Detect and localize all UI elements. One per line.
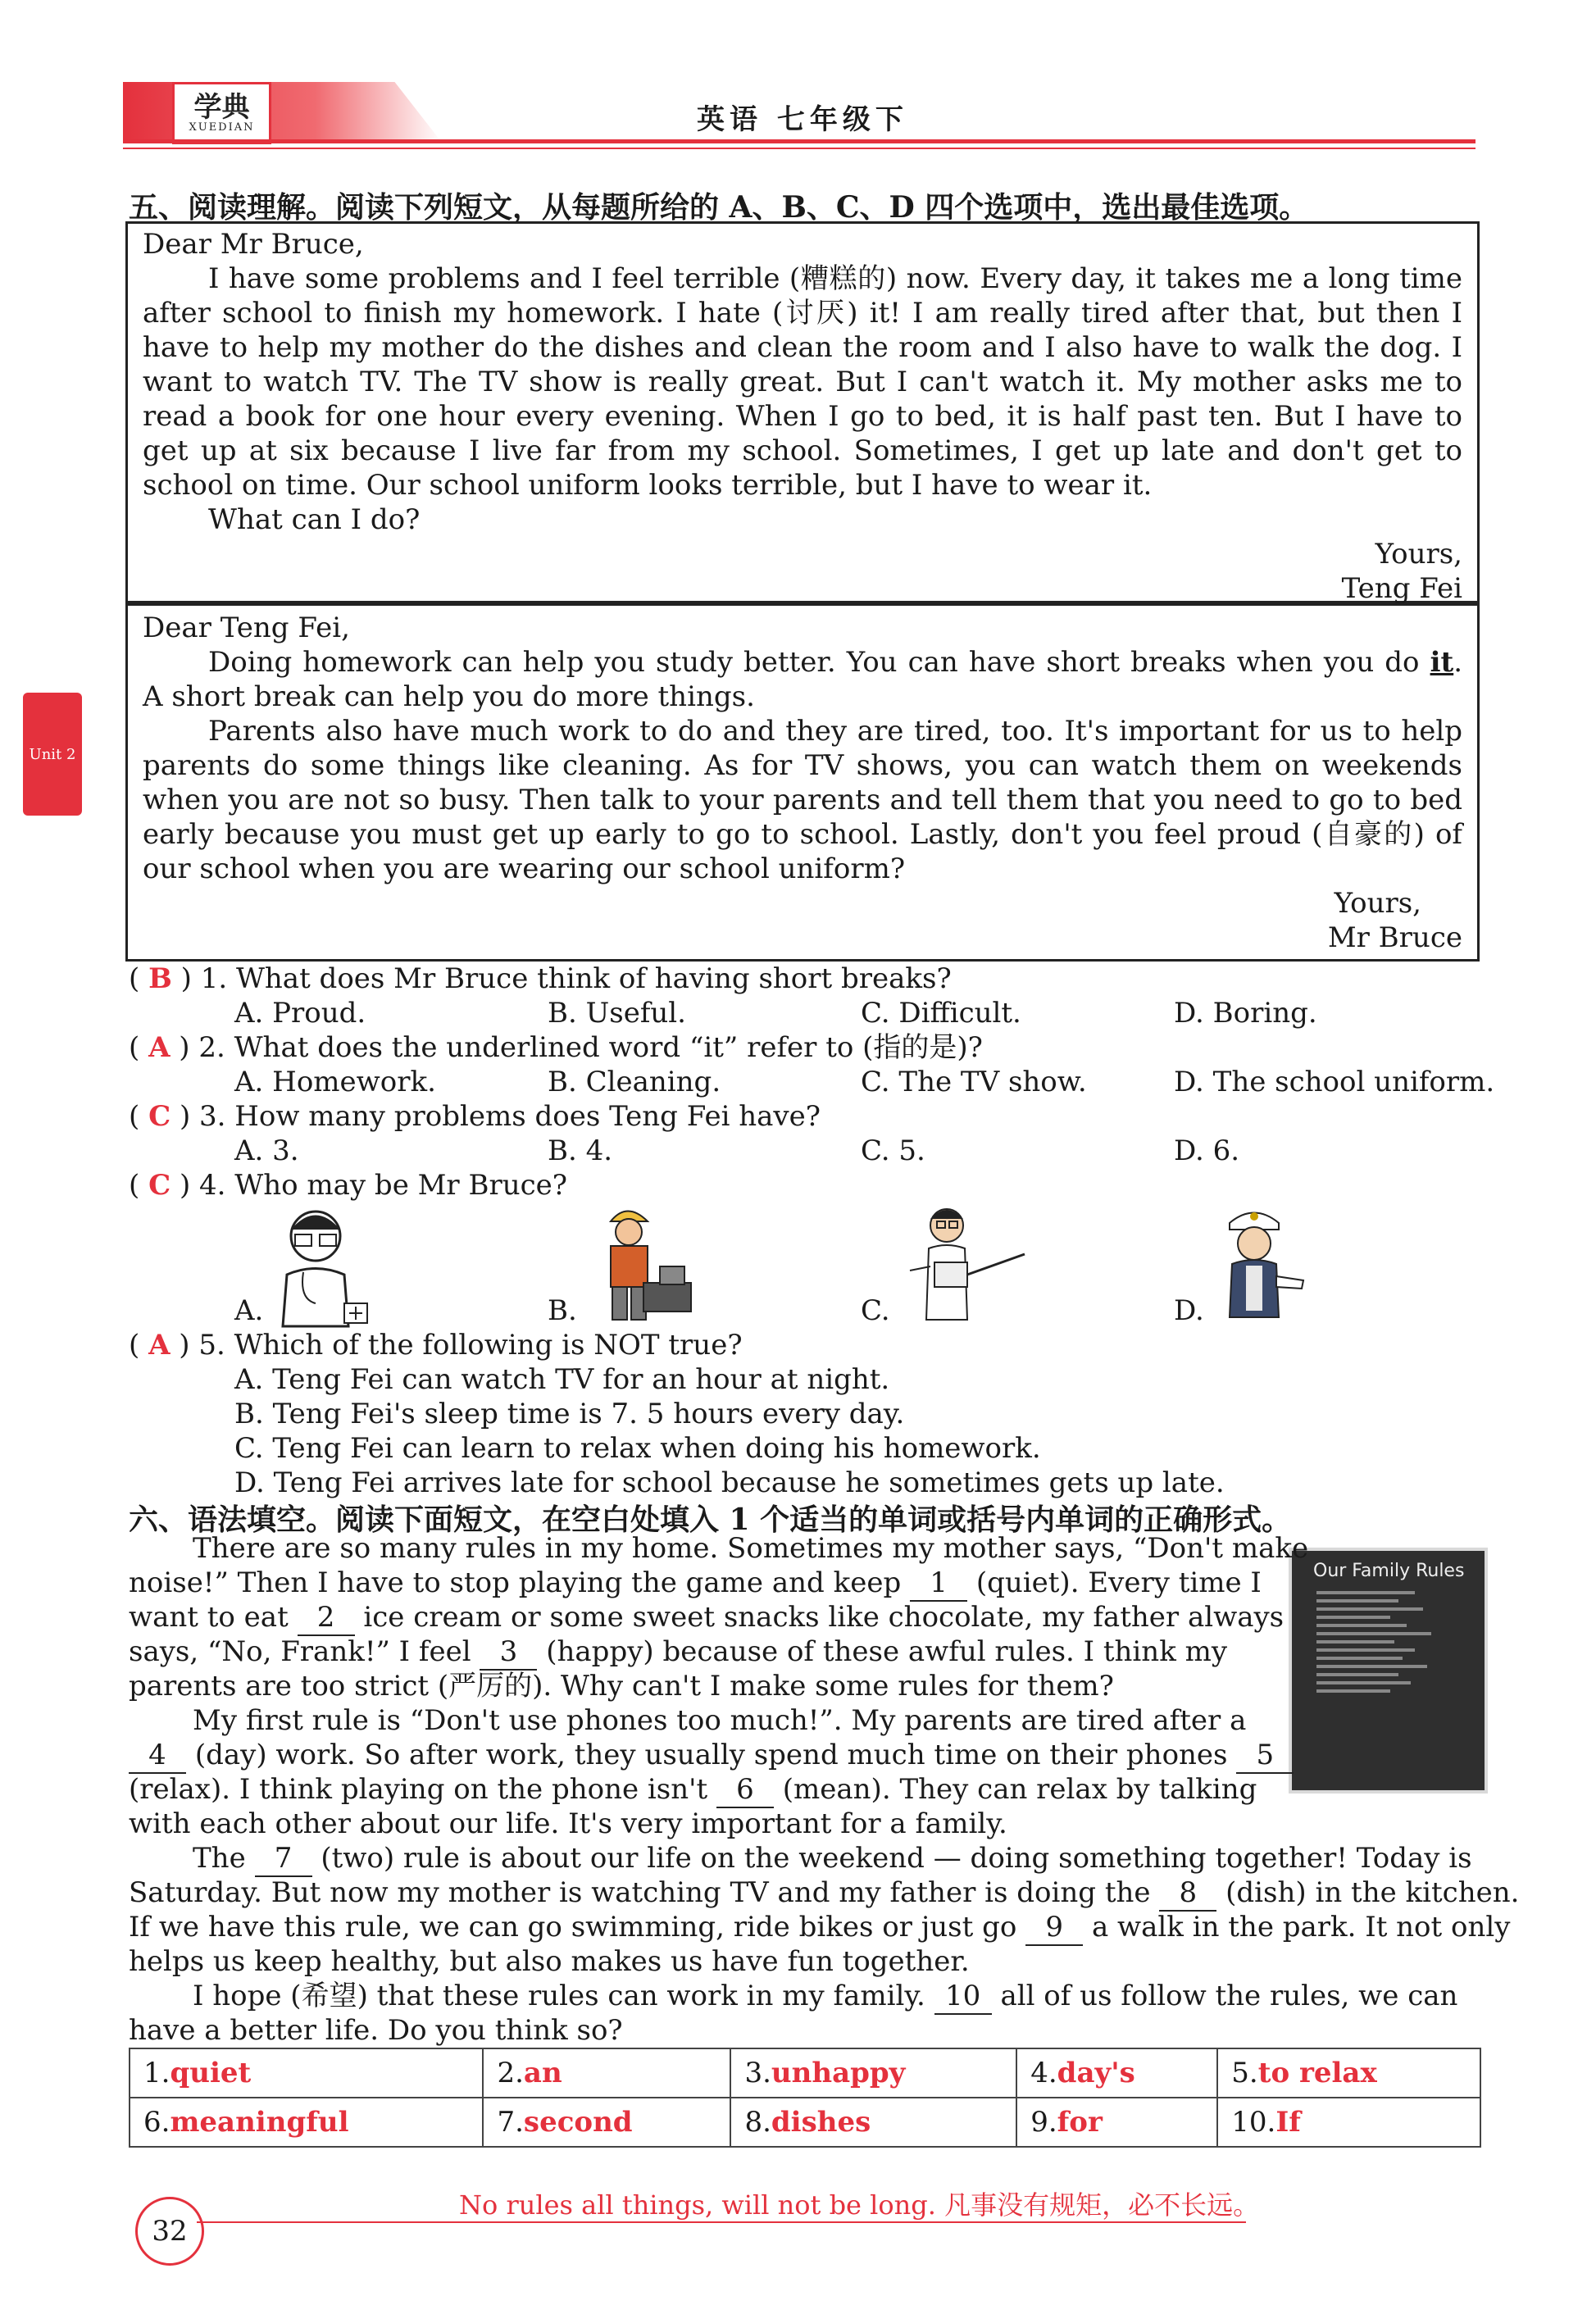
blank-5[interactable]: 5	[1236, 1738, 1294, 1774]
worker-picture	[586, 1201, 693, 1324]
q3-option-c: C. 5.	[861, 1134, 925, 1167]
cloze-line-5: parents are too strict (严厉的). Why can't I make some rules for them?	[129, 1670, 1114, 1703]
q1-option-d: D. Boring.	[1174, 997, 1317, 1030]
answer-word: dishes	[771, 2106, 871, 2139]
rules-line	[1316, 1673, 1398, 1676]
answer-cell	[483, 2048, 730, 2098]
cloze-text: The	[193, 1842, 246, 1875]
rules-line	[1316, 1657, 1403, 1660]
question-3: ( C ) 3. How many problems does Teng Fei have?	[129, 1100, 821, 1133]
answer-num: 5.	[1231, 2057, 1258, 2089]
cloze-text: (quiet). Every time I	[975, 1566, 1262, 1599]
letter2-p2: Parents also have much work to do and they are tired, too. It's important for us to help parents do some things like cleaning. As for TV shows, you can watch them on weekends when you are not so busy. Then talk to your parents and tell them that you need to go to bed early because you must get up early to go to school. Lastly, don't you feel proud (自豪的) of our school when you are wearing our school uniform?	[143, 715, 1462, 885]
question-4: ( C ) 4. Who may be Mr Bruce?	[129, 1169, 568, 1202]
answer-cell	[130, 2098, 483, 2147]
question-2-text: 2. What does the underlined word “it” refer to (指的是)?	[198, 1031, 983, 1064]
q2-option-b: B. Cleaning.	[548, 1066, 721, 1098]
answer-word: If	[1275, 2106, 1301, 2139]
rules-line	[1316, 1632, 1431, 1635]
cloze-line-9: with each other about our life. It's very important for a family.	[129, 1807, 1007, 1840]
cloze-text: ice cream or some sweet snacks like chocolate, my father always	[363, 1601, 1285, 1634]
question-3-text: 3. How many problems does Teng Fei have?	[199, 1100, 821, 1133]
answer-word: an	[523, 2057, 562, 2089]
rules-picture-title: Our Family Rules	[1313, 1561, 1465, 1581]
rules-line	[1316, 1616, 1390, 1619]
q5-option-c: C. Teng Fei can learn to relax when doing his homework.	[234, 1432, 1041, 1465]
answer-word: for	[1057, 2106, 1103, 2139]
blank-9[interactable]: 9	[1025, 1910, 1083, 1946]
cloze-text: want to eat	[129, 1601, 289, 1634]
answer-num: 8.	[744, 2106, 771, 2139]
answer-num: 9.	[1030, 2106, 1057, 2139]
header-banner	[123, 82, 443, 143]
answer-cell	[1016, 2048, 1217, 2098]
blank-7[interactable]: 7	[255, 1841, 312, 1877]
answer-num: 2.	[497, 2057, 524, 2089]
answer-num: 10.	[1231, 2106, 1276, 2139]
rules-line	[1316, 1591, 1415, 1594]
q5-option-b: B. Teng Fei's sleep time is 7. 5 hours every day.	[234, 1398, 905, 1430]
rules-line	[1316, 1599, 1398, 1603]
cloze-line-13: helps us keep healthy, but also makes us have fun together.	[129, 1945, 970, 1978]
cloze-line-2	[129, 1566, 1262, 1602]
blank-10[interactable]: 10	[934, 1979, 992, 2015]
brand-logo	[172, 82, 271, 144]
q2-option-d: D. The school uniform.	[1174, 1066, 1495, 1098]
family-rules-picture	[1289, 1548, 1488, 1794]
rules-line	[1316, 1681, 1411, 1684]
cloze-text: (mean). They can relax by talking	[782, 1773, 1257, 1806]
q4-option-c: C.	[861, 1294, 890, 1327]
cloze-line-3	[129, 1600, 1284, 1636]
answer-word: second	[523, 2106, 633, 2139]
blank-1[interactable]: 1	[910, 1566, 967, 1602]
rules-line	[1316, 1665, 1427, 1668]
letter2-greeting: Dear Teng Fei,	[143, 611, 350, 644]
letter1-closing: Yours,	[1375, 538, 1462, 571]
teacher-picture	[898, 1201, 1029, 1324]
cloze-text: If we have this rule, we can go swimming, ride bikes or just go	[129, 1911, 1017, 1944]
cloze-line-7	[129, 1738, 1294, 1774]
rules-line	[1316, 1607, 1423, 1611]
answer-3: C	[148, 1100, 171, 1133]
cloze-line-12	[129, 1910, 1510, 1946]
section6-title: 六、语法填空。阅读下面短文，在空白处填入 1 个适当的单词或括号内单词的正确形式。	[129, 1503, 1292, 1537]
question-5-text: 5. Which of the following is NOT true?	[198, 1329, 743, 1362]
letter-1	[125, 221, 1480, 603]
answer-num: 4.	[1030, 2057, 1057, 2089]
q1-option-a: A. Proud.	[234, 997, 366, 1030]
question-2: ( A ) 2. What does the underlined word “it” refer to (指的是)?	[129, 1031, 983, 1064]
answer-cell	[730, 2098, 1016, 2147]
cloze-text: says, “No, Frank!” I feel	[129, 1635, 471, 1668]
q3-option-b: B. 4.	[548, 1134, 613, 1167]
answer-word: day's	[1057, 2057, 1135, 2089]
table-row	[130, 2098, 1480, 2147]
unit-tab	[23, 693, 82, 816]
letter2-closing: Yours,	[1334, 887, 1421, 920]
cloze-text: (dish) in the kitchen.	[1225, 1876, 1520, 1909]
answer-cell	[1016, 2098, 1217, 2147]
page-number-text: 32	[152, 2215, 188, 2248]
section5-title: 五、阅读理解。阅读下列短文，从每题所给的 A、B、C、D 四个选项中，选出最佳选项。	[129, 190, 1309, 225]
header-divider-thin	[123, 148, 1476, 149]
q3-option-d: D. 6.	[1174, 1134, 1240, 1167]
answer-num: 7.	[497, 2106, 524, 2139]
answer-4: C	[148, 1169, 171, 1202]
q1-option-c: C. Difficult.	[861, 997, 1021, 1030]
blank-4[interactable]: 4	[129, 1738, 186, 1774]
answer-cell	[1217, 2098, 1480, 2147]
question-1-text: 1. What does Mr Bruce think of having short breaks?	[200, 962, 952, 995]
footer-motto: No rules all things, will not be long. 凡事没有规矩，必不长远。	[459, 2189, 1260, 2221]
answer-cell	[483, 2098, 730, 2147]
brand-name-en: XUEDIAN	[189, 120, 255, 134]
cloze-text: (two) rule is about our life on the weekend — doing something together! Today is	[321, 1842, 1472, 1875]
cloze-text: (happy) because of these awful rules. I think my	[546, 1635, 1228, 1668]
q3-option-a: A. 3.	[234, 1134, 299, 1167]
q1-option-b: B. Useful.	[548, 997, 686, 1030]
cloze-text: (relax). I think playing on the phone isn't	[129, 1773, 708, 1806]
q5-option-d: D. Teng Fei arrives late for school because he sometimes gets up late.	[234, 1466, 1225, 1499]
letter1-body: I have some problems and I feel terrible (糟糕的) now. Every day, it takes me a long time after school to finish my homework. I hate (讨厌) it! I am really tired after that, but then I have to help my mother do the dishes and clean the room and I also have to walk the dog. I want to watch TV. The TV show is really great. But I can't watch it. My mother asks me to read a book for one hour every evening. When I go to bed, it is half past ten. But I have to get up at six because I live far from my school. Sometimes, I get up late and don't get to school on time. Our school uniform looks terrible, but I have to wear it.	[143, 262, 1462, 502]
blank-8[interactable]: 8	[1159, 1875, 1216, 1912]
letter1-question: What can I do?	[208, 503, 421, 536]
doctor-picture	[271, 1205, 369, 1328]
table-row	[130, 2048, 1480, 2098]
blank-2[interactable]: 2	[298, 1600, 355, 1636]
question-1: ( B ) 1. What does Mr Bruce think of having short breaks?	[129, 962, 952, 995]
blank-3[interactable]: 3	[480, 1634, 537, 1671]
cloze-text: all of us follow the rules, we can	[1000, 1980, 1458, 2012]
rules-line	[1316, 1640, 1394, 1644]
q4-option-a: A.	[234, 1294, 264, 1327]
cloze-line-4	[129, 1634, 1227, 1671]
answer-num: 1.	[143, 2057, 171, 2089]
letter2-p1-text: Doing homework can help you study better. You can have short breaks when you do	[208, 646, 1430, 679]
letter2-p1-text-end: . A short break can help you do more things.	[143, 646, 1462, 713]
answer-word: meaningful	[170, 2106, 349, 2139]
letter2-p1	[143, 645, 1462, 714]
rules-line	[1316, 1648, 1415, 1652]
answer-cell	[1217, 2048, 1480, 2098]
cloze-line-1: There are so many rules in my home. Sometimes my mother says, “Don't make	[193, 1532, 1309, 1565]
answer-table	[129, 2048, 1481, 2148]
answer-cell	[730, 2048, 1016, 2098]
cloze-line-15: have a better life. Do you think so?	[129, 2014, 623, 2047]
cloze-line-11	[129, 1875, 1519, 1912]
answer-word: unhappy	[771, 2057, 906, 2089]
question-5: ( A ) 5. Which of the following is NOT true?	[129, 1329, 743, 1362]
answer-1: B	[148, 962, 172, 995]
answer-2: A	[148, 1031, 171, 1064]
answer-cell	[130, 2048, 483, 2098]
rules-line	[1316, 1624, 1407, 1627]
underlined-it: it	[1430, 646, 1454, 679]
answer-word: quiet	[170, 2057, 252, 2089]
subject-title: 英语 七年级下	[697, 103, 908, 136]
q2-option-a: A. Homework.	[234, 1066, 436, 1098]
header-divider	[123, 139, 1476, 143]
question-4-text: 4. Who may be Mr Bruce?	[199, 1169, 568, 1202]
blank-6[interactable]: 6	[716, 1772, 774, 1808]
cloze-line-8	[129, 1772, 1257, 1808]
cloze-line-6: My first rule is “Don't use phones too much!”. My parents are tired after a	[193, 1704, 1247, 1737]
cloze-text: I hope (希望) that these rules can work in my family.	[193, 1980, 925, 2012]
q5-option-a: A. Teng Fei can watch TV for an hour at night.	[234, 1363, 890, 1396]
q2-option-c: C. The TV show.	[861, 1066, 1087, 1098]
answer-num: 6.	[143, 2106, 171, 2139]
cloze-text: Saturday. But now my mother is watching TV and my father is doing the	[129, 1876, 1151, 1909]
letter1-greeting: Dear Mr Bruce,	[143, 228, 364, 261]
q4-option-b: B.	[548, 1294, 577, 1327]
police-picture	[1209, 1198, 1307, 1321]
page-number	[135, 2197, 204, 2266]
answer-num: 3.	[744, 2057, 771, 2089]
cloze-text: a walk in the park. It not only	[1091, 1911, 1511, 1944]
cloze-text: (day) work. So after work, they usually spend much time on their phones	[194, 1739, 1228, 1771]
cloze-line-14	[193, 1979, 1457, 2015]
answer-word: to relax	[1257, 2057, 1377, 2089]
q4-option-d: D.	[1174, 1294, 1204, 1327]
brand-name: 学典	[193, 90, 250, 124]
letter2-signature: Mr Bruce	[1327, 921, 1462, 954]
letter1-signature: Teng Fei	[1341, 572, 1462, 605]
cloze-line-10	[193, 1841, 1472, 1877]
cloze-text: noise!” Then I have to stop playing the game and keep	[129, 1566, 902, 1599]
answer-5: A	[148, 1329, 171, 1362]
unit-tab-label: Unit 2	[29, 745, 76, 763]
letter-2	[125, 603, 1480, 962]
rules-line	[1316, 1689, 1390, 1693]
